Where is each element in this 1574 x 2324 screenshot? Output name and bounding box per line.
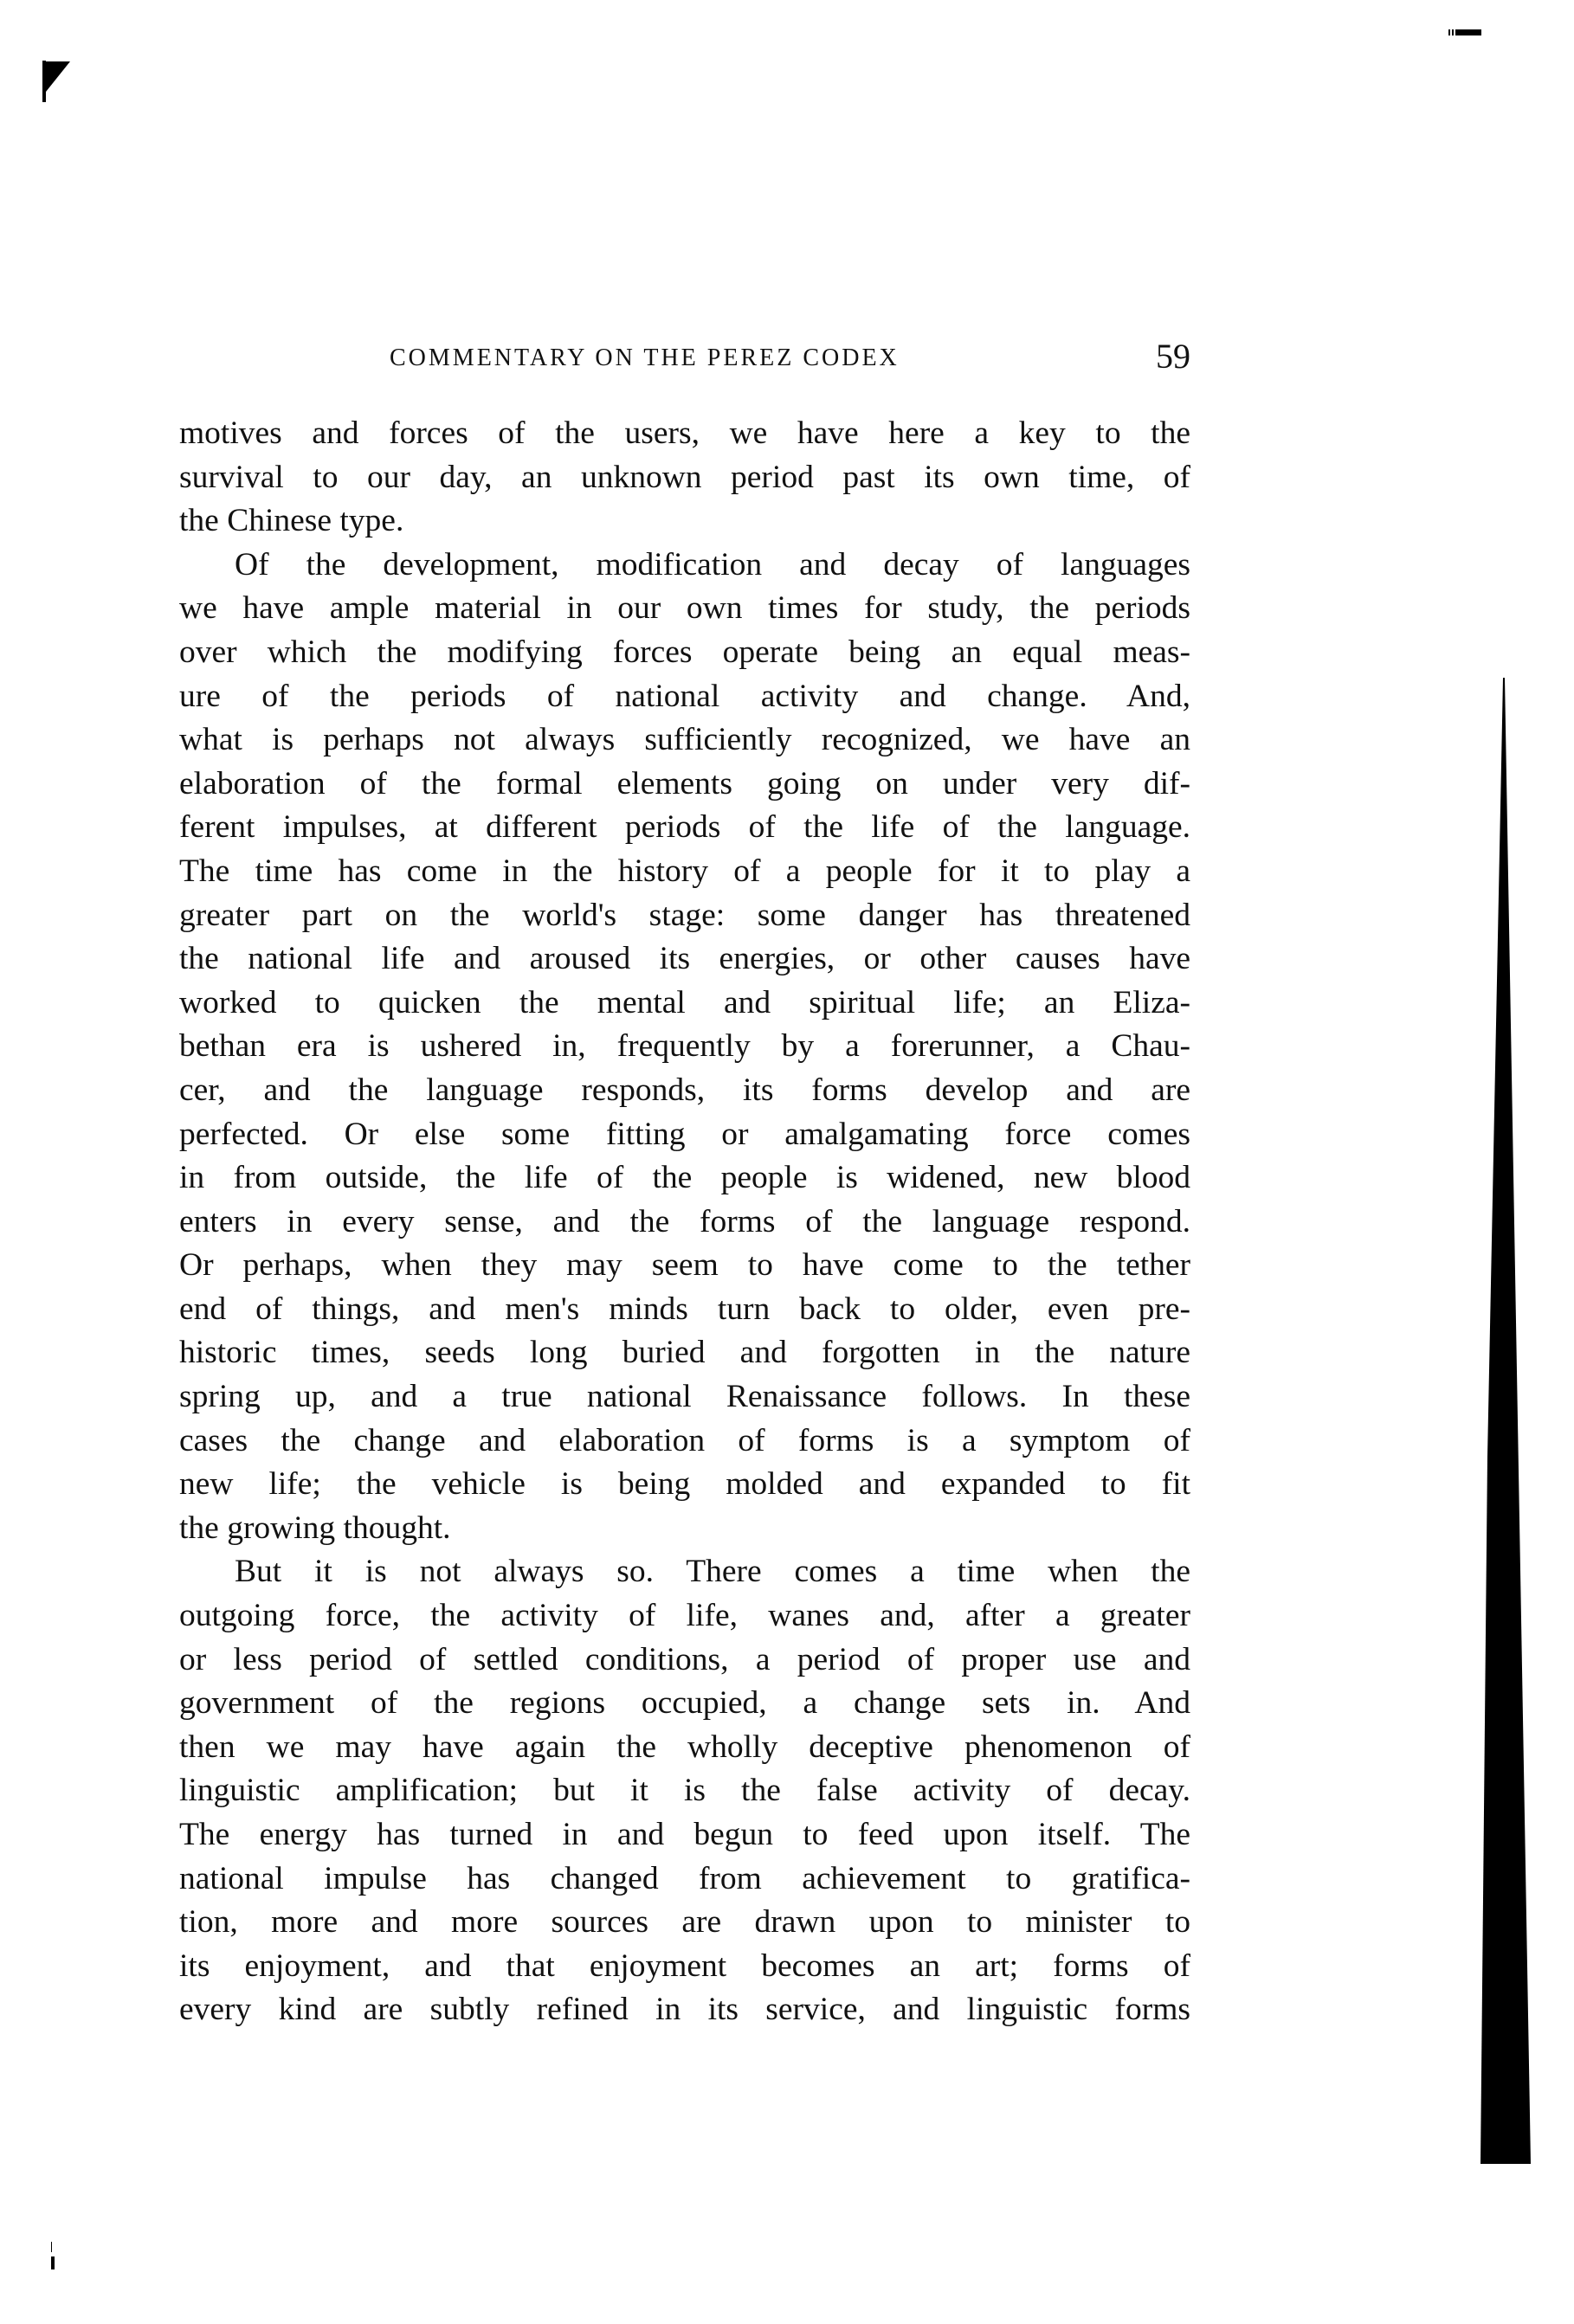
text-line: what is perhaps not always sufficiently recognized, we have an <box>179 722 1190 758</box>
text-line: survival to our day, an unknown period past its own time, of <box>179 459 1190 495</box>
page-number: 59 <box>1156 337 1190 376</box>
text-line: worked to quicken the mental and spiritual life; an Eliza- <box>179 984 1190 1020</box>
text-line: The energy has turned in and begun to feed upon itself. The <box>179 1817 1190 1852</box>
text-line: cases the change and elaboration of forms is a symptom of <box>179 1422 1190 1458</box>
running-head <box>179 336 1190 379</box>
text-line: linguistic amplification; but it is the false activity of decay. <box>179 1773 1190 1809</box>
text-line: the growing thought. <box>179 1510 451 1546</box>
body-text <box>179 412 1190 2032</box>
text-line: then we may have again the wholly deceptive phenomenon of <box>179 1729 1190 1765</box>
text-line: ferent impulses, at different periods of the life of the language. <box>179 809 1190 846</box>
page-edge-shadow <box>1480 678 1532 2164</box>
text-line: bethan era is ushered in, frequently by a forerunner, a Chau- <box>179 1028 1190 1065</box>
text-line: end of things, and men's minds turn back to older, even pre- <box>179 1291 1190 1327</box>
text-line: tion, more and more sources are drawn upon to minister to <box>179 1904 1190 1941</box>
text-line: motives and forces of the users, we have here a key to the <box>179 415 1190 451</box>
text-line: every kind are subtly refined in its service, and linguistic forms <box>179 1992 1190 2028</box>
text-line: or less period of settled conditions, a period of proper use and <box>179 1641 1190 1677</box>
scan-edge-tick <box>1452 29 1454 35</box>
text-line: ure of the periods of national activity and change. And, <box>179 678 1190 714</box>
text-line: government of the regions occupied, a change sets in. And <box>179 1685 1190 1722</box>
text-line: But it is not always so. There comes a time when the <box>235 1554 1190 1590</box>
text-line: new life; the vehicle is being molded and expanded to fit <box>179 1466 1190 1503</box>
running-title: COMMENTARY ON THE PEREZ CODEX <box>390 344 900 371</box>
text-line: cer, and the language responds, its forms develop and are <box>179 1072 1190 1108</box>
text-line: enters in every sense, and the forms of the language respond. <box>179 1203 1190 1239</box>
text-line: Of the development, modification and decay of languages <box>235 546 1190 583</box>
text-line: national impulse has changed from achievement to gratifica- <box>179 1860 1190 1896</box>
scan-edge-mark <box>51 2256 55 2269</box>
text-line: its enjoyment, and that enjoyment becomes an art; forms of <box>179 1947 1190 1984</box>
text-line: we have ample material in our own times for study, the periods <box>179 590 1190 627</box>
text-line: spring up, and a true national Renaissance follows. In these <box>179 1379 1190 1415</box>
text-line: perfected. Or else some fitting or amalgamating force comes <box>179 1116 1190 1152</box>
scan-edge-bar <box>1455 29 1481 35</box>
page-edge-shadow-shape <box>1480 678 1531 2164</box>
text-line: Or perhaps, when they may seem to have come to the tether <box>179 1247 1190 1284</box>
text-line: the national life and aroused its energies, or other causes have <box>179 941 1190 977</box>
scan-edge-tick <box>1448 29 1450 35</box>
text-line: over which the modifying forces operate being an equal meas- <box>179 634 1190 670</box>
text-line: historic times, seeds long buried and forgotten in the nature <box>179 1335 1190 1371</box>
text-line: in from outside, the life of the people is widened, new blood <box>179 1160 1190 1196</box>
text-line: greater part on the world's stage: some danger has threatened <box>179 897 1190 933</box>
scan-edge-tick <box>51 2242 52 2252</box>
text-line: the Chinese type. <box>179 503 404 539</box>
text-line: outgoing force, the activity of life, wanes and, after a greater <box>179 1598 1190 1634</box>
text-line: elaboration of the formal elements going on under very dif- <box>179 765 1190 801</box>
text-line: The time has come in the history of a people for it to play a <box>179 853 1190 889</box>
scan-corner-mark-stem <box>42 61 46 102</box>
scan-corner-mark <box>42 61 70 96</box>
